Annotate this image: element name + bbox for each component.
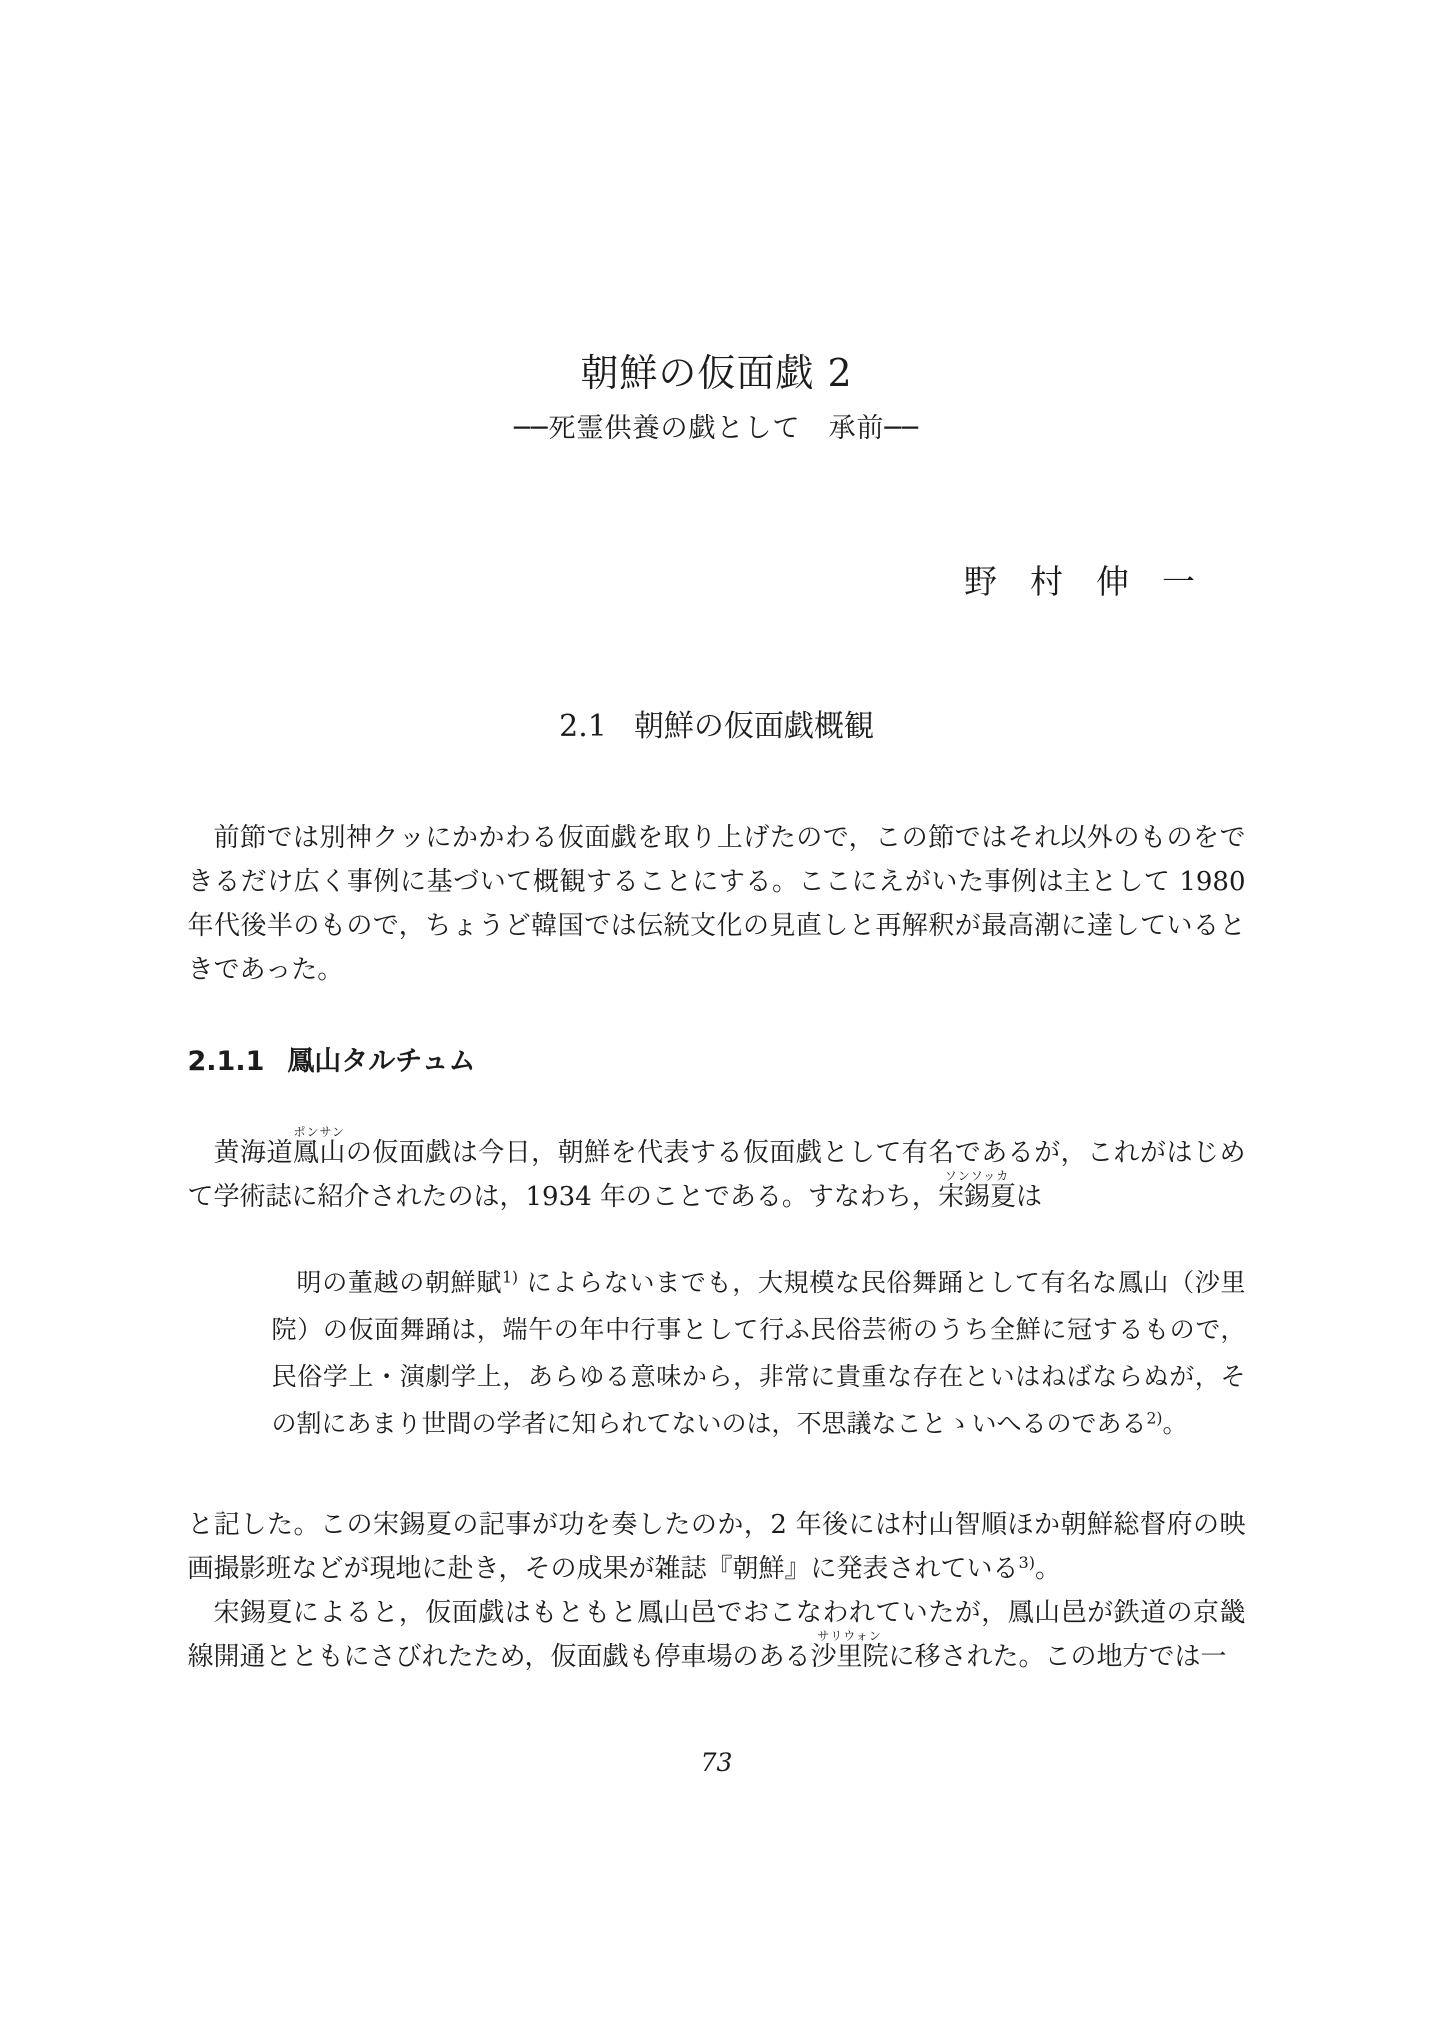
body-paragraph: 前節では別神クッにかかわる仮面戯を取り上げたので，この節ではそれ以外のものをできるだけ広く事例に基づいて概観することにする。ここにえがいた事例は主として 1980 年代後半のもので，ちょうど韓国では伝統文化の見直しと再解釈が最高潮に達しているときであった。	[187, 823, 1246, 986]
body-paragraph: と記した。この宋錫夏の記事が功を奏したのか，2 年後には村山智順ほか朝鮮総督府の映画撮影班などが現地に赴き，その成果が雑誌『朝鮮』に発表されている$^{3)}$。	[187, 1510, 1246, 1585]
page-number: 73	[700, 1748, 733, 1777]
section-heading	[0, 707, 1433, 746]
body-paragraph: 宋錫夏によると，仮面戯はもともと鳳山邑でおこなわれていたが，鳳山邑が鉄道の京畿線開通とともにさびれたため，仮面戯も停車場のある沙里院サリウォンに移された。この地方では一	[187, 1598, 1246, 1673]
section-title: 朝鮮の仮面戯概観	[633, 709, 874, 745]
subsection-heading	[188, 1044, 1246, 1079]
body-paragraph: 黄海道鳳山ポンサンの仮面戯は今日，朝鮮を代表する仮面戯として有名であるが，これがはじめて学術誌に紹介されたのは，1934 年のことである。すなわち，宋錫夏ソンソッカは	[187, 1125, 1246, 1213]
ruby-annotated-word: 鳳山ポンサン	[292, 1125, 346, 1169]
ruby-annotated-word: 宋錫夏ソンソッカ	[937, 1169, 1016, 1213]
block-quote: 明の董越の朝鮮賦$^{1)}$ によらないまでも，大規模な民俗舞踊として有名な鳳山（沙里院）の仮面舞踊は，端午の年中行事として行ふ民俗芸術のうち全鮮に冠するもので，民俗学上・演劇学上，あらゆる意味から，非常に貴重な存在といはねばならぬが，その割にあまり世間の学者に知られてないのは，不思議なことゝいへるのである$^{2)}$。	[271, 1268, 1246, 1439]
ruby-annotated-word: 沙里院サリウォン	[810, 1629, 889, 1673]
subsection-number: 2.1.1	[187, 1046, 265, 1078]
ruby-reading: サリウォン	[810, 1629, 889, 1644]
section-number: 2.1	[559, 709, 607, 745]
footnote-marker: 2)	[1146, 1409, 1163, 1428]
subsection-title: 鳳山タルチュム	[287, 1046, 476, 1078]
ruby-reading: ポンサン	[292, 1125, 346, 1140]
article-title: 朝鮮の仮面戯 2	[580, 351, 853, 395]
footnote-marker: 1)	[502, 1268, 519, 1287]
article-body	[188, 816, 1246, 1679]
author-name: 野 村 伸 一	[964, 561, 1195, 601]
article-subtitle: ──死霊供養の戯として 承前──	[513, 412, 920, 444]
ruby-reading: ソンソッカ	[937, 1169, 1016, 1184]
footnote-marker: 3)	[1018, 1553, 1036, 1573]
